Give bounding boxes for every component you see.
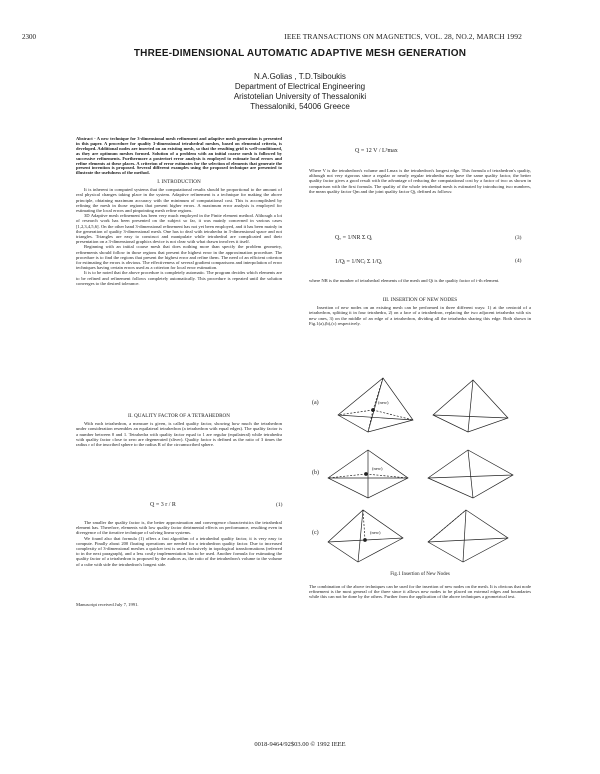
paragraph: With each tetrahedron, a measure is given, is called quality factor, showing how much the tetrahedron under consideration resembles an equilateral tetrahedron (a tetrahedron with equal edges). The quality factor is a number between 0 and 1. Tetrahedra with quality factor equal to 1 are regular (equilateral) while tetrahedra with quality factor close to zero are degenerated (sliver). Quality factor is defined as the ratio of 3 times the radius r of the inscribed sphere to the radius R of the circumscribed sphere. bbox=[76, 421, 282, 448]
paragraph: Insertion of new nodes on an existing mesh can be performed in three different ways: 1) at the centroid of a tetrahedron, splitting it in four tetrahedra, 2) on a face of a tetrahedron, replacing the two adjacent tetrahedra with six new ones, 3) on the middle of an edge of a tetrahedron, dividing all the tetrahedra sharing this edge. Both shown in Fig.1(a),(b),(c) respectively. bbox=[309, 305, 531, 326]
paragraph: We found also that formula (1) offers a fast algorithm of a tetrahedral quality factor, it is very easy to compute. Finally about 200 floating operations are needed for a tetrahedron quality factor. Due to increased complexity of 3-dimensional meshes a quicker test is used exclusively in topological transformations (referred to in the next paragraph), and a less costly implementation has to be used. Another formula for estimating the quality factor of a tetrahedron is proposed by the authors as, the ratio of the tetrahedron's volume to the volume of a cube with side the tetrahedron's longest side. bbox=[76, 535, 282, 567]
paragraph: Beginning with an initial coarse mesh that does nothing more than specify the problem geometry, refinements should follow in those regions that present the highest error in the approximation procedure. The procedure is to find the regions that present the highest error and refine them. The need of an efficient criterion for estimating the errors is obvious. The effectiveness of several gradient comparisons and interpolation of error techniques having certain errors used as a criterion for local error estimation. bbox=[76, 244, 282, 271]
right-column-insert bbox=[309, 296, 531, 366]
figure-label-new-node: (new) bbox=[378, 400, 389, 405]
section-heading-insert: III. INSERTION OF NEW NODES bbox=[382, 297, 458, 303]
left-column-intro bbox=[76, 178, 282, 383]
equation-3-number: (3) bbox=[515, 235, 522, 241]
figure-label-new-node: (new) bbox=[372, 466, 383, 471]
equation-4: 1/Qⱼ = 1/NCⱼ Σ 1/Qᵢ bbox=[335, 259, 382, 265]
author-block bbox=[0, 72, 600, 112]
paragraph: It is to be noted that the above procedure is completely automatic. The program decides which elements are to be refined and refinement follows completely automatically. This procedure is repeated until the solution converges to the desired tolerance. bbox=[76, 270, 282, 286]
figure-label-new-node: (new) bbox=[370, 530, 381, 535]
left-column-quality bbox=[76, 412, 282, 498]
figure-caption: Fig.1 Insertion of New Nodes bbox=[390, 572, 450, 577]
right-paragraph-bottom: The combination of the above techniques can be used for the insertion of new nodes on the mesh. It is obvious that node refinement is the most general of the three since it allows new nodes to be placed on external edges and boundaries while this can not be done by the others. Further from the application of the above techniques a geometrical test. bbox=[309, 584, 531, 600]
paragraph: 3D Adaptive mesh refinement has been very much employed in the Finite element method. Although a lot of research work has been presented on the subject so far, it was mainly concerned in various cases [1,2,3,4,5,6]. On the other hand 3-dimensional refinement has not yet been employed, and it has been mainly in the generation of quality 3-dimensional mesh. One has to deal with tetrahedra in 3-dimensional space and not triangles. Triangles are easy to construct and manipulate while tetrahedral are complicated and their presentation on a 3-dimensional graphics device is not clear with what drawn involves it itself. bbox=[76, 213, 282, 245]
equation-2: Q = 12 V / L³max bbox=[355, 148, 398, 154]
section-heading-intro: I. INTRODUCTION bbox=[157, 179, 201, 185]
figure-label-a: (a) bbox=[312, 400, 319, 406]
manuscript-note: Manuscript received July 7, 1991. bbox=[76, 602, 139, 607]
equation-4-number: (4) bbox=[515, 258, 522, 264]
equation-1: Q = 3 r / R bbox=[150, 502, 176, 508]
figure-b-tetrahedra bbox=[328, 450, 513, 498]
author-university: Aristotelian University of Thessaloniki bbox=[233, 92, 367, 101]
right-paragraph-where: where NR is the number of tetrahedral elements of the mesh and Qi is the quality factor of i-th element. bbox=[309, 278, 500, 283]
equation-1-number: (1) bbox=[276, 502, 283, 508]
copyright-footer: 0018-9464/92$03.00 © 1992 IEEE bbox=[254, 741, 346, 748]
author-department: Department of Electrical Engineering bbox=[234, 82, 366, 91]
figure-drawing bbox=[308, 370, 530, 570]
left-column-quality-cont bbox=[76, 520, 282, 600]
abstract: Abstract - A new technique for 3-dimensional mesh refinement and adaptive mesh generation is presented in this paper. A procedure for quality 3-dimensional tetrahedral meshes, based on elemental criteria, is developed. Additional nodes are inserted on an existing mesh, so that the resulting grid is well-conditioned, as they are optimum meshes formed. Solution of a problem with an initial coarse mesh is followed by successive refinements. Furthermore a posteriori error analysis is employed to estimate local errors and refine elements at these places. A criterion of error estimates for the selection of elements that generate the present invention is proposed. Several different examples using the proposed technique are presented to illustrate the usefulness of the method. bbox=[76, 137, 282, 175]
page-number: 2300 bbox=[22, 33, 36, 41]
paper-title: THREE-DIMENSIONAL AUTOMATIC ADAPTIVE MESH GENERATION bbox=[133, 48, 467, 59]
figure-insertion-of-nodes bbox=[308, 370, 530, 570]
figure-a-tetrahedron bbox=[338, 378, 508, 432]
journal-header: IEEE TRANSACTIONS ON MAGNETICS, VOL. 28, NO.2, MARCH 1992 bbox=[284, 32, 522, 41]
figure-c-tetrahedra bbox=[328, 510, 508, 562]
author-names: N.A.Golias , T.D.Tsiboukis bbox=[254, 72, 346, 81]
figure-label-b: (b) bbox=[312, 470, 319, 476]
section-heading-quality: II. QUALITY FACTOR OF A TETRAHEDRON bbox=[127, 413, 231, 419]
paragraph: It is inherent in computed systems that the computational results should be proportional to the amount of real physical changes taking place in the system. Adaptive refinement is a technique for making the above principle, obtaining maximum accuracy with the minimum of computational cost. This is accomplished by refining the mesh in those regions that present higher errors. A maximum error analysis is employed for estimating the local errors and pinpointing mesh refine regions. bbox=[76, 187, 282, 214]
equation-3: Qᵥ = 1/NR Σ Qᵢ bbox=[335, 235, 373, 241]
figure-label-c: (c) bbox=[312, 530, 319, 536]
right-paragraph-quality: Where V is the tetrahedron's volume and Lmax is the tetrahedron's longest edge. This formula of tetrahedron's quality, although not very rigorous since a regular or nearly regular tetrahedra may have the same quality factor, the better quality factor gives a good result with the advantage of reducing the computational cost by a factor of two as shown in comparison with the first formula. The quality of the whole tetrahedral mesh is estimated by introducing two numbers, the mean quality factor Qm and the joint quality factor Qj, defined as follows: bbox=[309, 168, 531, 194]
author-city: Thessaloniki, 54006 Greece bbox=[250, 102, 350, 111]
paragraph: The smaller the quality factor is, the better approximation and convergence characteristics the tetrahedral element has. Therefore, elements with low quality factor detrimental effects on performance, resulting even in divergence of the iterative technique of solving linear systems. bbox=[76, 520, 282, 536]
